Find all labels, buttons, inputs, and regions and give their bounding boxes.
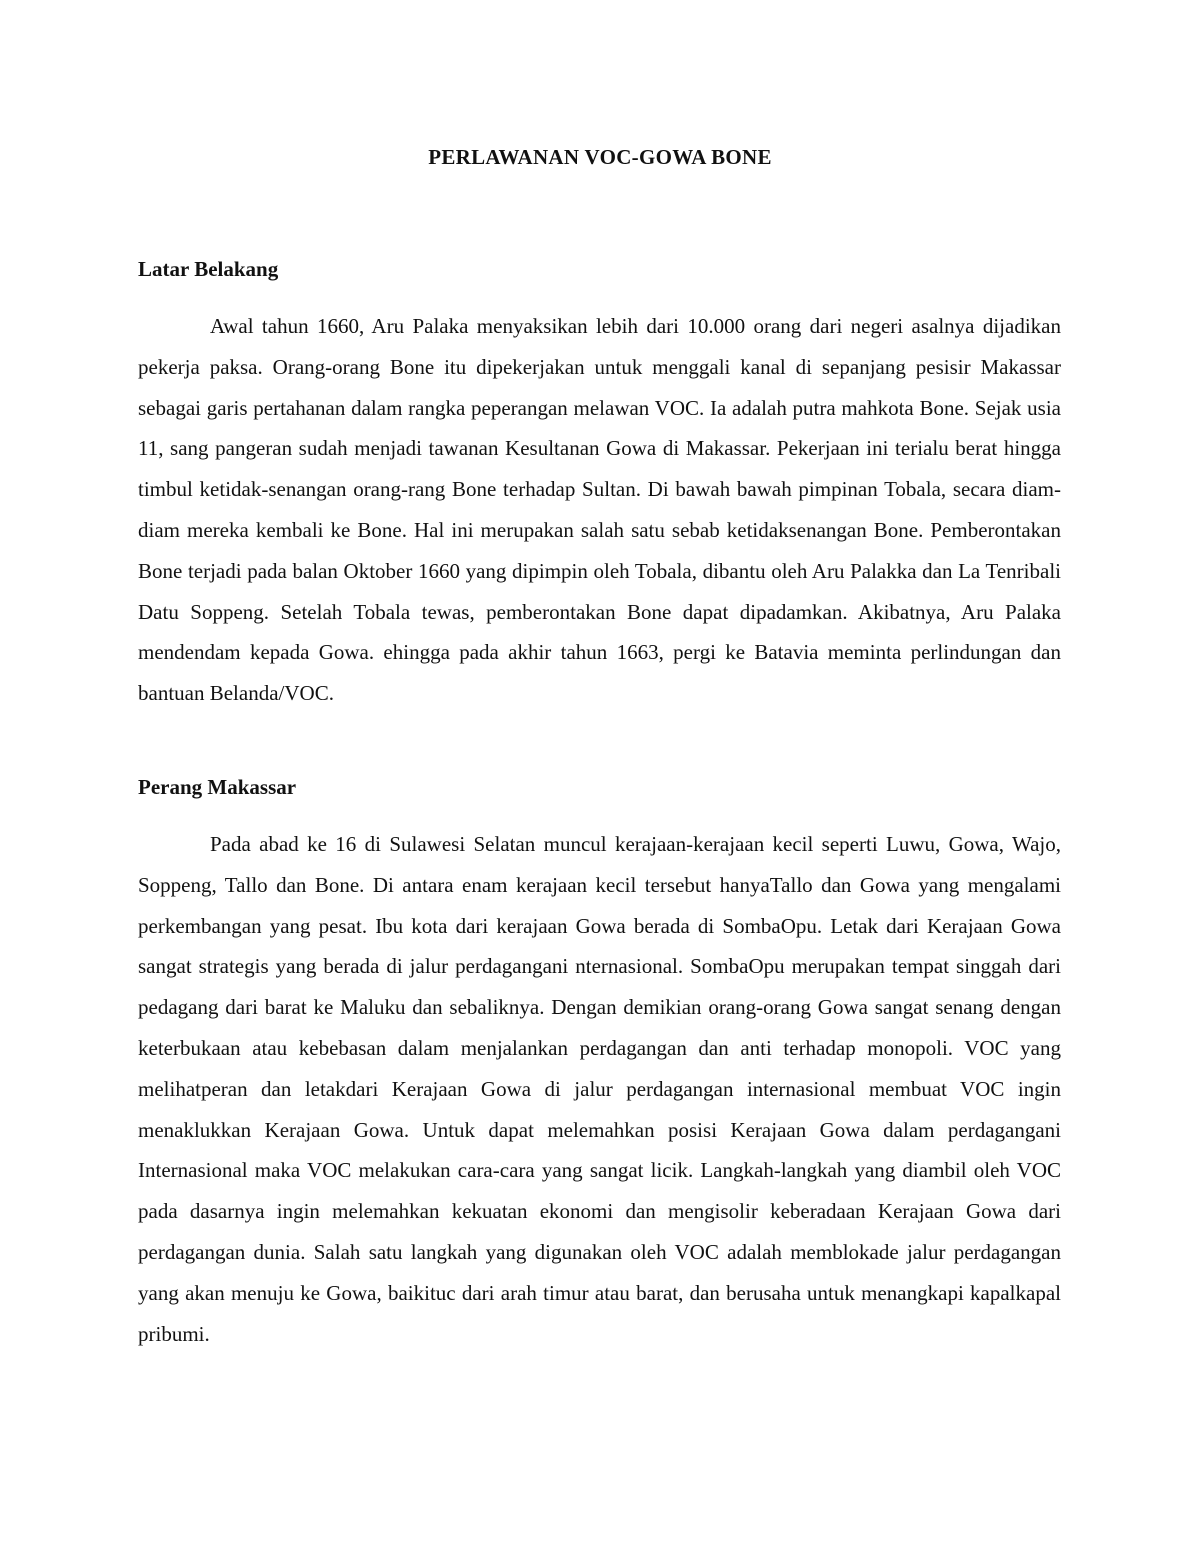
document-title: PERLAWANAN VOC-GOWA BONE: [428, 145, 772, 169]
paragraph-latar-belakang: Awal tahun 1660, Aru Palaka menyaksikan lebih dari 10.000 orang dari negeri asalnya dijadikan pekerja paksa. Orang-orang Bone itu dipekerjakan untuk menggali kanal di sepanjang pesisir Makassar sebagai garis pertahanan dalam rangka peperangan melawan VOC. Ia adalah putra mahkota Bone. Sejak usia 11, sang pangeran sudah menjadi tawanan Kesultanan Gowa di Makassar. Pekerjaan ini terialu berat hingga timbul ketidak-senangan orang-rang Bone terhadap Sultan. Di bawah bawah pimpinan Tobala, secara diam-diam mereka kembali ke Bone. Hal ini merupakan salah satu sebab ketidaksenangan Bone. Pemberontakan Bone terjadi pada balan Oktober 1660 yang dipimpin oleh Tobala, dibantu oleh Aru Palakka dan La Tenribali Datu Soppeng. Setelah Tobala tewas, pemberontakan Bone dapat dipadamkan. Akibatnya, Aru Palaka mendendam kepada Gowa. ehingga pada akhir tahun 1663, pergi ke Batavia meminta perlindungan dan bantuan Belanda/VOC.: [138, 314, 1061, 706]
paragraph-perang-makassar: Pada abad ke 16 di Sulawesi Selatan muncul kerajaan-kerajaan kecil seperti Luwu, Gowa, Wajo, Soppeng, Tallo dan Bone. Di antara enam kerajaan kecil tersebut hanyaTallo dan Gowa yang mengalami perkembangan yang pesat. Ibu kota dari kerajaan Gowa berada di SombaOpu. Letak dari Kerajaan Gowa sangat strategis yang berada di jalur perdagangani nternasional. SombaOpu merupakan tempat singgah dari pedagang dari barat ke Maluku dan sebaliknya. Dengan demikian orang-orang Gowa sangat senang dengan keterbukaan atau kebebasan dalam menjalankan perdagangan dan anti terhadap monopoli. VOC yang melihatperan dan letakdari Kerajaan Gowa di jalur perdagangan internasional membuat VOC ingin menaklukkan Kerajaan Gowa. Untuk dapat melemahkan posisi Kerajaan Gowa dalam perdagangani Internasional maka VOC melakukan cara-cara yang sangat licik. Langkah-langkah yang diambil oleh VOC pada dasarnya ingin melemahkan kekuatan ekonomi dan mengisolir keberadaan Kerajaan Gowa dari perdagangan dunia. Salah satu langkah yang digunakan oleh VOC adalah memblokade jalur perdagangan yang akan menuju ke Gowa, baikituc dari arah timur atau barat, dan berusaha untuk menangkapi kapalkapal pribumi.: [138, 832, 1061, 1346]
section-heading-perang-makassar: Perang Makassar: [138, 775, 297, 799]
section-heading-latar-belakang: Latar Belakang: [138, 257, 279, 281]
